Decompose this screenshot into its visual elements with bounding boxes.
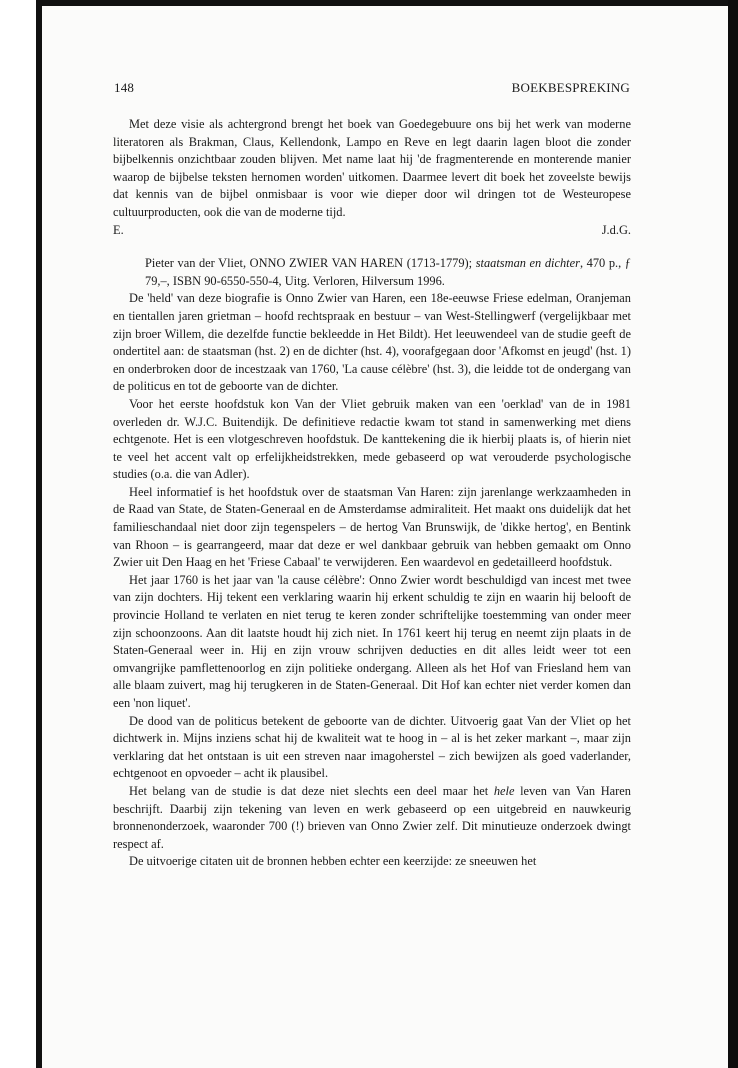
p6-emphasis: hele — [493, 783, 515, 798]
review-paragraph-5: De dood van de politicus betekent de geboorte van de dichter. Uitvoerig gaat Van der Vliet op het dichtwerk in. Mijns inziens schat hij de kwaliteit wat te hoog in – al is het zeker markant –, maar zijn verklaring dat het ontstaan is uit een streven naar imagoherstel – zich bewijzen als goed vaderlander, echtgenoot en opvoeder – acht ik plausibel. — [113, 713, 631, 781]
signature-right: J.d.G. — [601, 222, 631, 237]
bibliographic-entry — [113, 255, 631, 290]
intro-signature — [113, 222, 631, 240]
body-text — [113, 116, 631, 871]
review-paragraph-6 — [113, 783, 631, 853]
p6-end: leven van Van Haren beschrijft. Daarbij zijn tekening van leven en werk gebaseerd op een uitgebreid en nauwkeurig bronnenonderzoek, waaronder 700 (!) brieven van Onno Zwier zelf. Dit minutieuze onderzoek dwingt respect af. — [113, 783, 631, 851]
review-paragraph-2: Voor het eerste hoofdstuk kon Van der Vliet gebruik maken van een 'oerklad' van de in 1981 overleden dr. W.J.C. Buitendijk. De definitieve redactie kwam tot stand in samenwerking met diens echtgenote. Het is een vlotgeschreven hoofdstuk. De kanttekening die ik hierbij plaats is, of hierin niet te veel het accent valt op erfelijkheidstrekken, mede gebaseerd op wat verouderde psychologische studies (o.a. die van Adler). — [113, 396, 631, 482]
page-number: 148 — [114, 80, 135, 95]
biblio-title: staatsman en dichter — [475, 256, 580, 271]
review-paragraph-4: Het jaar 1760 is het jaar van 'la cause célèbre': Onno Zwier wordt beschuldigd van incest met twee van zijn dochters. Hij tekent een verklaring waarin hij erkent schuldig te zijn en waarin hij belooft de provincie Holland te verlaten en niet terug te keren zonder schriftelijke toestemming van onder meer zijn schoonzoons. Aan dit laatste houdt hij zich niet. In 1761 keert hij terug en neemt zijn plaats in de Staten-Generaal weer in. Hij en zijn vrouw schrijven deducties en dit alles leidt weer tot een omvangrijke pamflettenoorlog en zijn politieke ondergang. Alleen als het Hof van Friesland hem van alle blaam zuivert, mag hij terugkeren in de Staten-Generaal. Dit Hof kan echter niet verder komen dan een 'non liquet'. — [113, 572, 631, 710]
section-title: BOEKBESPREKING — [511, 80, 630, 95]
intro-paragraph: Met deze visie als achtergrond brengt het boek van Goedegebuure ons bij het werk van moderne literatoren als Brakman, Claus, Kellendonk, Lampo en Reve en legt daarin lagen bloot die zonder bijbelkennis onzichtbaar zouden blijven. Met name laat hij 'de fragmenterende en monterende manier waarop de bijbelse teksten hernomen worden' uitkomen. Daarmee levert dit boek het zoveelste bewijs dat kennis van de bijbel onmisbaar is voor wie dieper door wil dringen tot de Westeuropese cultuurproducten, ook die van de moderne tijd. — [113, 117, 631, 219]
biblio-author: Pieter van der Vliet, ONNO ZWIER VAN HAREN (1713-1779); — [145, 256, 476, 271]
review-paragraph-7: De uitvoerige citaten uit de bronnen hebben echter een keerzijde: ze sneeuwen het — [129, 854, 537, 869]
review-paragraph-3: Heel informatief is het hoofdstuk over de staatsman Van Haren: zijn jarenlange werkzaamheden in de Raad van State, de Staten-Generaal en de Amsterdamse admiraliteit. Het maakt ons duidelijk dat het familieschandaal niet door zijn tegenspelers – de hertog Van Brunswijk, de 'dikke hertog', en Bentink van Rhoon – is gearrangeerd, maar dat deze er wel dankbaar gebruik van hebben gemaakt om Onno Zwier uit Den Haag en het 'Friese Cabaal' te verwijderen. Een waardevol en gedetailleerd hoofdstuk. — [113, 484, 631, 570]
signature-left: E. — [113, 222, 124, 237]
running-header — [114, 80, 630, 98]
review-paragraph-1: De 'held' van deze biografie is Onno Zwier van Haren, een 18e-eeuwse Friese edelman, Oranjeman en tientallen jaren grietman – hoofd rechtspraak en bestuur – van West-Stellingwerf (vergelijkbaar met zijn broer Willem, die dezelfde functie bekleedde in Het Bildt). Het leeuwendeel van de studie geeft de ondertitel aan: de staatsman (hst. 2) en de dichter (hst. 4), voorafgegaan door 'Afkomst en jeugd' (hst. 1) en onderbroken door de incestzaak van 1760, 'La cause célèbre' (hst. 3), die leidde tot de ondergang van de politicus en tot de geboorte van de dichter. — [113, 291, 631, 394]
scan-border-right — [728, 0, 738, 1068]
biblio-details: , 470 p., ƒ 79,–, ISBN 90-6550-550-4, Uitg. Verloren, Hilversum 1996. — [145, 256, 632, 288]
p6-start: Het belang van de studie is dat deze niet slechts een deel maar het — [129, 783, 494, 798]
